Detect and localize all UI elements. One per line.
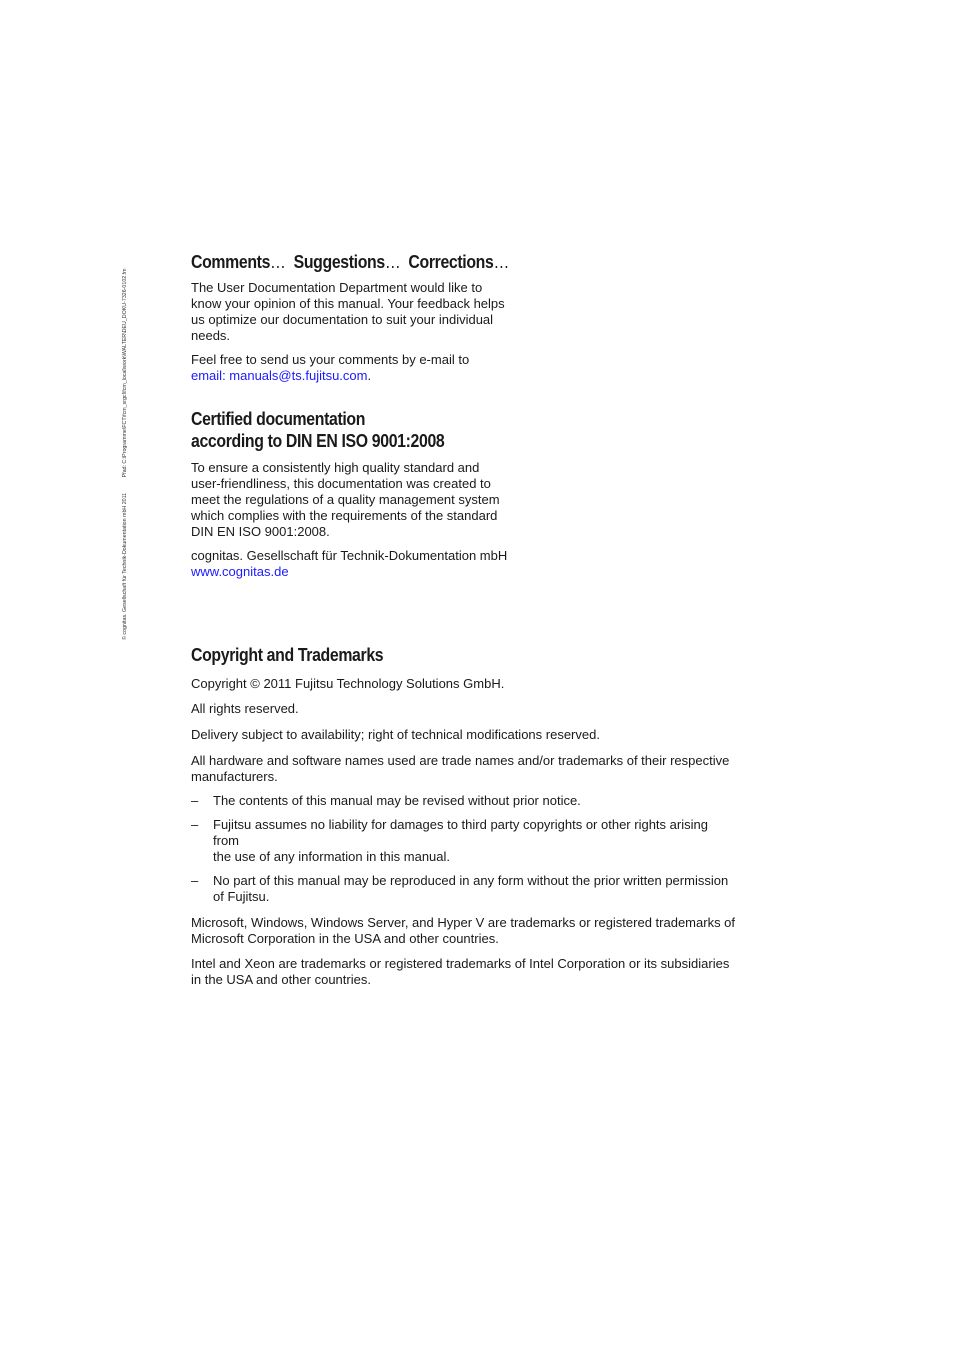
rights-line: All rights reserved. xyxy=(191,701,299,716)
list-item: – The contents of this manual may be revised without prior notice. xyxy=(191,793,581,808)
delivery-line: Delivery subject to availability; right of technical modifications reserved. xyxy=(191,727,600,742)
certified-section xyxy=(191,408,507,580)
website-link[interactable]: www.cognitas.de xyxy=(191,564,289,579)
certified-heading: Certified documentation according to DIN EN ISO 9001:2008 xyxy=(191,409,445,451)
margin-copyright: © cognitas. Gesellschaft für Technik-Dokumentation mbH 2011 xyxy=(122,492,128,640)
list-item: – Fujitsu assumes no liability for damages to third party copyrights or other rights arising from the use of any information in this manual. xyxy=(191,817,708,864)
side-margin-note xyxy=(122,240,128,640)
copyright-heading: Copyright and Trademarks xyxy=(191,645,384,665)
comments-heading: Comments… Suggestions… Corrections… xyxy=(191,252,509,272)
comments-paragraph: The User Documentation Department would like to know your opinion of this manual. Your feedback helps us optimize our documentation to suit your individual needs. xyxy=(191,280,505,343)
comments-section xyxy=(191,251,552,384)
certified-paragraph: To ensure a consistently high quality standard and user-friendliness, this documentation was created to meet the regulations of a quality management system which complies with the requirements of the standard DIN EN ISO 9001:2008. xyxy=(191,460,500,539)
trademarks-paragraph: All hardware and software names used are trade names and/or trademarks of their respective manufacturers. xyxy=(191,753,730,784)
copyright-section xyxy=(191,644,736,988)
microsoft-paragraph: Microsoft, Windows, Windows Server, and Hyper V are trademarks or registered trademarks of Microsoft Corporation in the USA and other countries. xyxy=(191,915,736,946)
copyright-line: Copyright © 2011 Fujitsu Technology Solutions GmbH. xyxy=(191,676,505,691)
company-paragraph: cognitas. Gesellschaft für Technik-Dokumentation mbH www.cognitas.de xyxy=(191,548,508,579)
margin-file-path: Pfad: C:\Programme\FCT\fcm_srgcl\fcm_local\work\WALTER\DEU_DOKU-7326-0102.fm xyxy=(122,268,128,478)
list-item: – No part of this manual may be reproduced in any form without the prior written permission of Fujitsu. xyxy=(191,873,729,904)
intel-paragraph: Intel and Xeon are trademarks or registered trademarks of Intel Corporation or its subsidiaries in the USA and other countries. xyxy=(191,956,730,987)
feedback-paragraph: Feel free to send us your comments by e-mail to email: manuals@ts.fujitsu.com. xyxy=(191,352,470,383)
email-link[interactable]: email: manuals@ts.fujitsu.com xyxy=(191,368,368,383)
